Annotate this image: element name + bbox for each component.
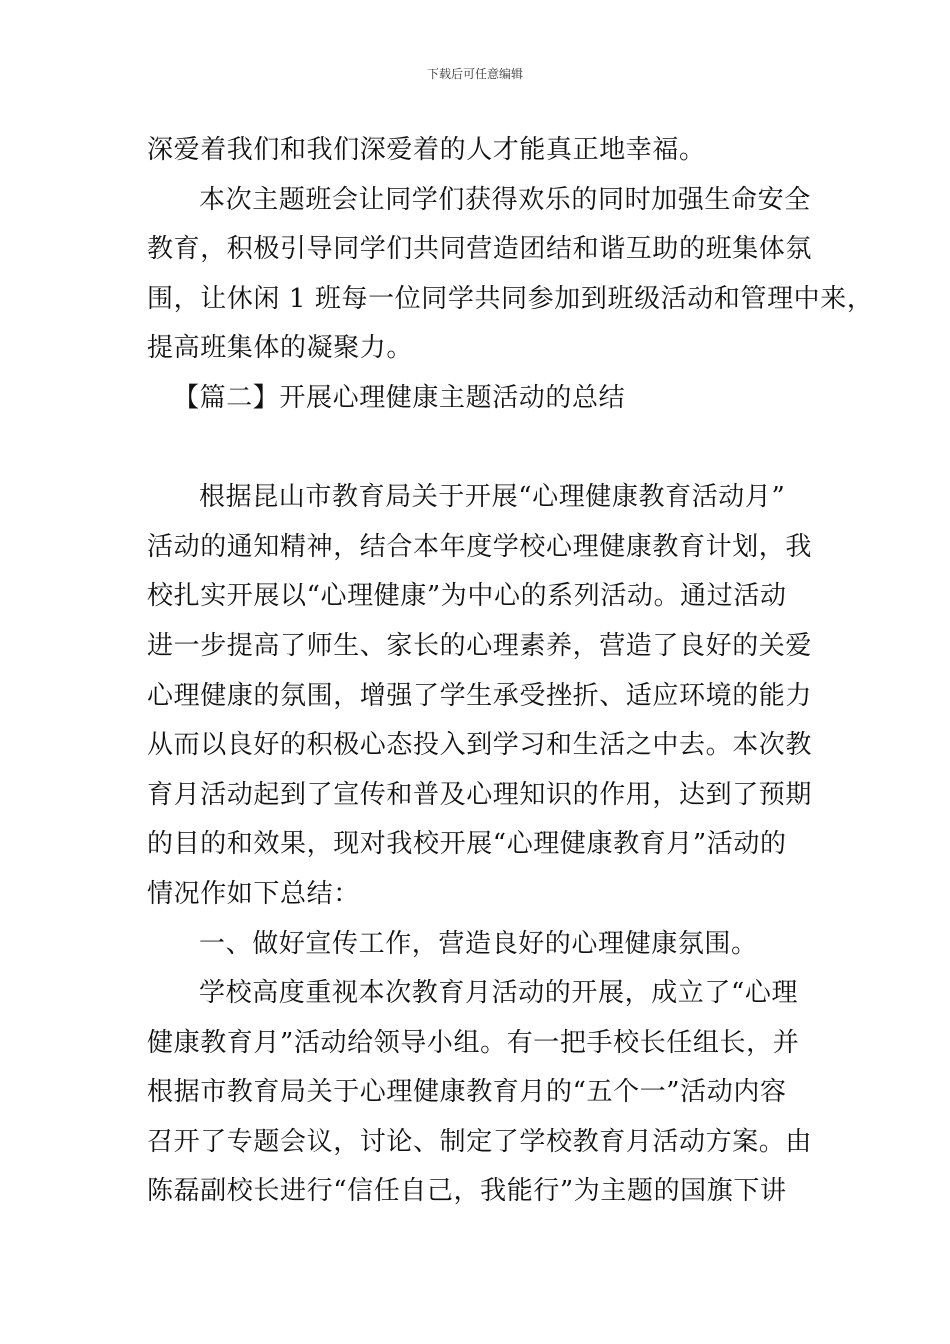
body-line: 心理健康的氛围，增强了学生承受挫折、适应环境的能力 [147,680,813,711]
body-line: 健康教育月”活动给领导小组。有一把手校长任组长，并 [147,1027,800,1058]
body-line: 教育，积极引导同学们共同营造团结和谐互助的班集体氛 [147,234,813,265]
body-line: 活动的通知精神，结合本年度学校心理健康教育计划，我 [147,531,813,562]
blank-line [147,424,827,474]
body-line: 深爱着我们和我们深爱着的人才能真正地幸福。 [147,135,706,165]
subsection-heading: 一、做好宣传工作，营造良好的心理健康氛围。 [199,928,758,959]
body-line: 校扎实开展以“心理健康”为中心的系列活动。通过活动 [147,581,787,612]
body-line: 情况作如下总结： [147,878,360,909]
body-line: 围，让休闲 1 班每一位同学共同参加到班级活动和管理中来， [147,283,874,314]
body-line: 根据市教育局关于心理健康教育月的“五个一”活动内容 [147,1077,787,1108]
body-line: 进一步提高了师生、家长的心理素养，营造了良好的关爱 [147,630,813,661]
body-line: 育月活动起到了宣传和普及心理知识的作用，达到了预期 [147,779,813,810]
body-line: 的目的和效果，现对我校开展“心理健康教育月”活动的 [147,829,787,860]
body-line: 学校高度重视本次教育月活动的开展，成立了“心理 [199,978,799,1009]
page-header: 下载后可任意编辑 [426,67,523,81]
body-line: 召开了专题会议，讨论、制定了学校教育月活动方案。由 [147,1126,813,1157]
document-body [147,126,874,1217]
body-line: 陈磊副校长进行“信任自己，我能行”为主题的国旗下讲 [147,1176,787,1207]
body-line: 根据昆山市教育局关于开展“心理健康教育活动月” [199,482,786,513]
section-heading: 【篇二】开展心理健康主题活动的总结 [173,382,626,413]
body-line: 提高班集体的凝聚力。 [147,333,414,364]
body-line: 从而以良好的积极心态投入到学习和生活之中去。本次教 [147,730,813,761]
body-line: 本次主题班会让同学们获得欢乐的同时加强生命安全 [199,184,811,215]
